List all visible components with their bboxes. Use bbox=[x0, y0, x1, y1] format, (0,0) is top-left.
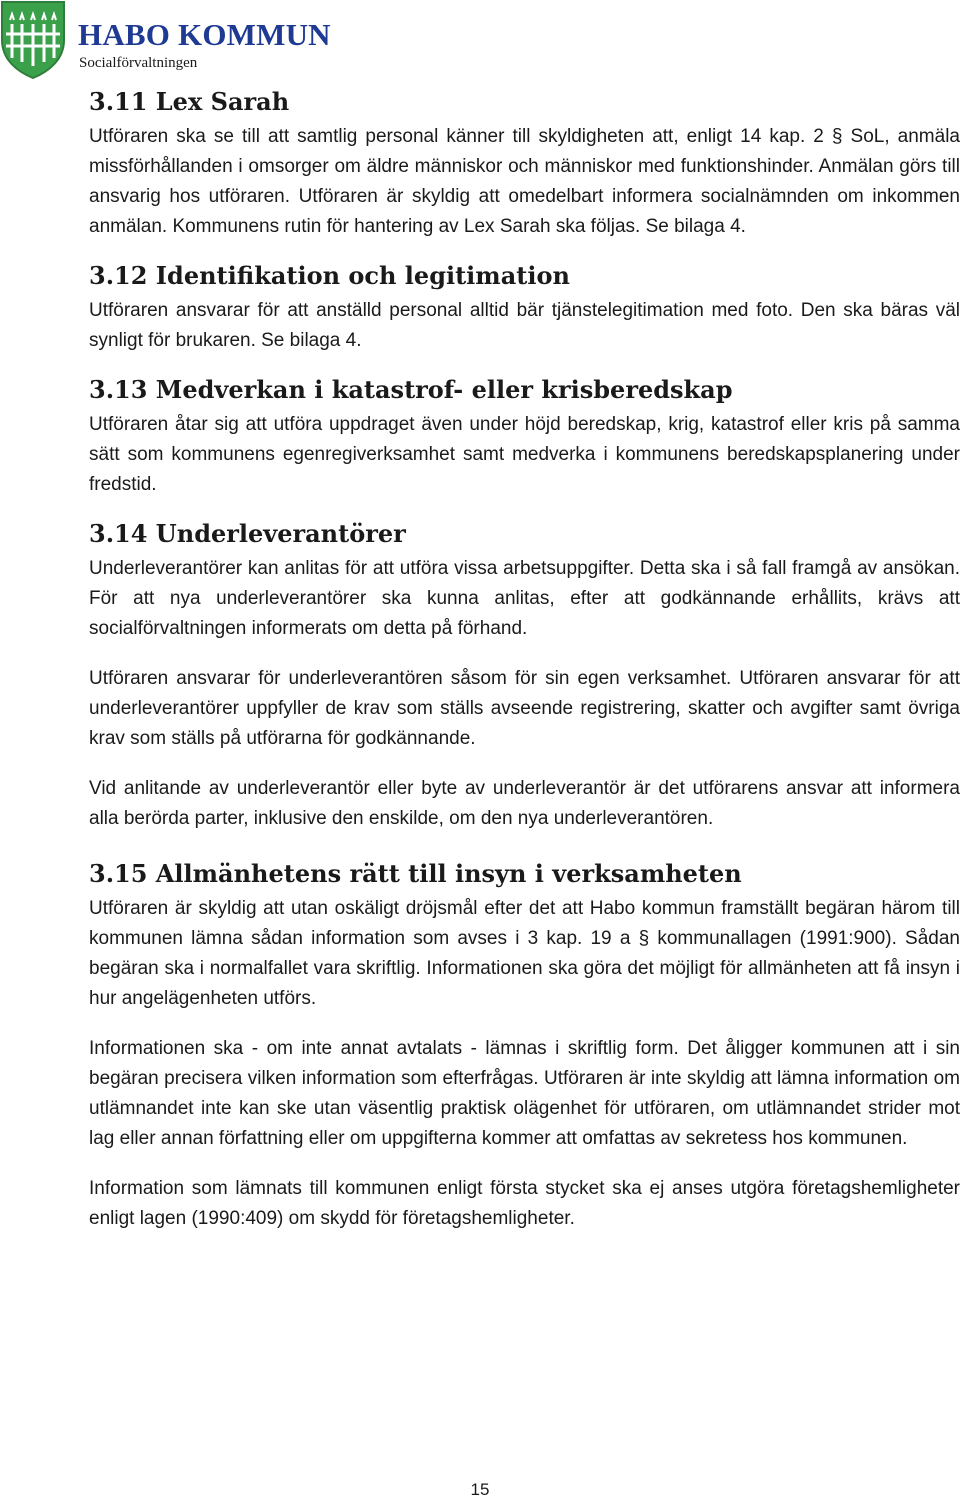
page-number: 15 bbox=[470, 1480, 490, 1499]
paragraph: Utföraren är skyldig att utan oskäligt dröjsmål efter det att Habo kommun framställt begäran härom till kommunen lämna sådan information som avses i 3 kap. 19 a § kommunallagen (1991:900). Sådan begäran ska i normalfallet vara skriftlig. Informationen ska göra det möjligt för allmänheten att få insyn i hur angelägenheten utförs. bbox=[89, 898, 960, 1009]
document-body bbox=[89, 82, 960, 1234]
paragraph: Utföraren ansvarar för att anställd personal alltid bär tjänstelegitimation med foto. Den ska bäras väl synligt för brukaren. Se bilaga 4. bbox=[89, 300, 960, 351]
section-heading-3-11: 3.11 Lex Sarah bbox=[89, 87, 290, 116]
paragraph: Vid anlitande av underleverantör eller byte av underleverantör är det utförarens ansvar att informera alla berörda parter, inklusive den enskilde, om den nya underleverantören. bbox=[89, 778, 960, 829]
section-heading-3-12: 3.12 Identifikation och legitimation bbox=[89, 261, 570, 290]
section-heading-3-13: 3.13 Medverkan i katastrof- eller krisberedskap bbox=[89, 375, 733, 404]
paragraph: Information som lämnats till kommunen enligt första stycket ska ej anses utgöra företagshemligheter enligt lagen (1990:409) om skydd för företagshemligheter. bbox=[89, 1178, 960, 1229]
paragraph: Informationen ska - om inte annat avtalats - lämnas i skriftlig form. Det åligger kommunen att i sin begäran precisera vilken information som efterfrågas. Utföraren är inte skyldig att lämna information om utlämnandet inte kan ske utan väsentlig praktisk olägenhet för utföraren, om utlämnandet strider mot lag eller annan författning eller om uppgifterna kommer att omfattas av sekretess hos kommunen. bbox=[89, 1038, 960, 1149]
paragraph: Utföraren ansvarar för underleverantören såsom för sin egen verksamhet. Utföraren ansvarar för att underleverantörer uppfyller de krav som ställs avseende registrering, skatter och avgifter samt övriga krav som ställs på utförarna för godkännande. bbox=[89, 668, 960, 749]
organization-name: HABO KOMMUN bbox=[78, 17, 331, 52]
paragraph: Utföraren åtar sig att utföra uppdraget även under höjd beredskap, krig, katastrof eller kris på samma sätt som kommunens egenregiverksamhet samt medverka i kommunens beredskapsplanering under fredstid. bbox=[89, 414, 960, 495]
paragraph: Underleverantörer kan anlitas för att utföra vissa arbetsuppgifter. Detta ska i så fall framgå av ansökan. För att nya underleverantörer ska kunna anlitas, efter att godkännande erhållits, krävs att socialförvaltningen informerats om detta på förhand. bbox=[89, 558, 960, 639]
paragraph: Utföraren ska se till att samtlig personal känner till skyldigheten att, enligt 14 kap. 2 § SoL, anmäla missförhållanden i omsorger om äldre människor och människor med funktionshinder. Anmälan görs till ansvarig hos utföraren. Utföraren är skyldig att omedelbart informera socialnämnden om inkommen anmälan. Kommunens rutin för hantering av Lex Sarah ska följas. Se bilaga 4. bbox=[89, 126, 960, 237]
habo-shield-logo-icon bbox=[0, 0, 68, 80]
section-heading-3-14: 3.14 Underleverantörer bbox=[89, 519, 406, 548]
section-heading-3-15: 3.15 Allmänhetens rätt till insyn i verksamheten bbox=[89, 859, 742, 888]
document-header bbox=[0, 0, 400, 80]
department-name: Socialförvaltningen bbox=[79, 55, 198, 71]
